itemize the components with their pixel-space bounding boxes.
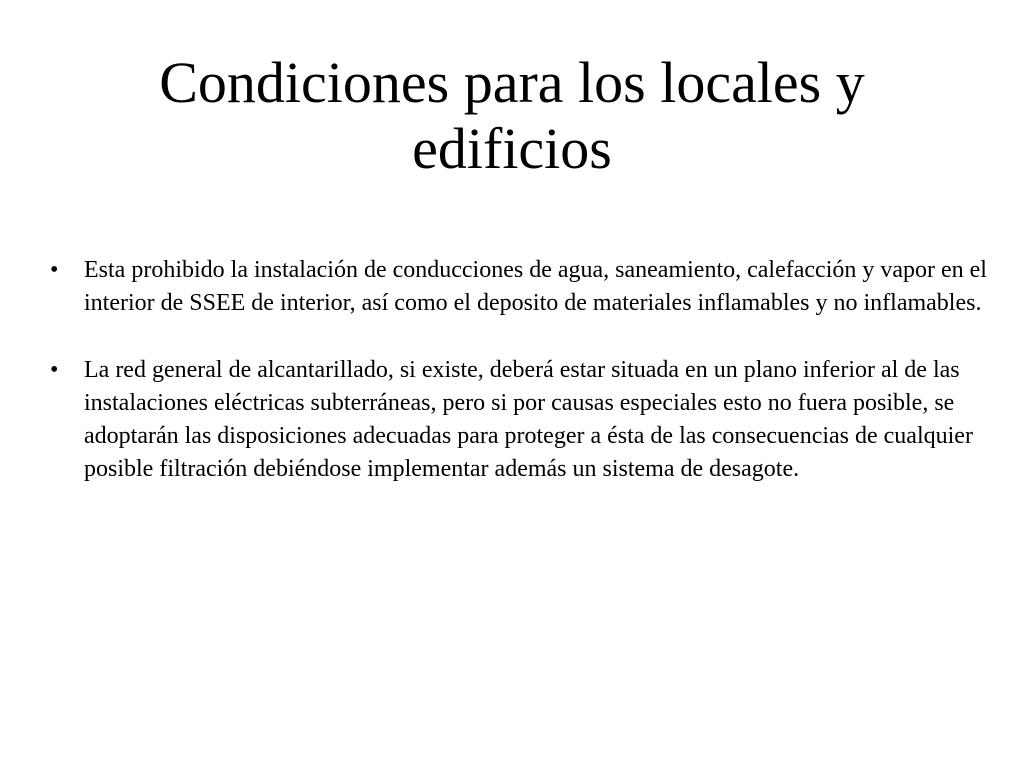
bullet-icon: • [50, 357, 59, 383]
bullet-item-2 [50, 354, 990, 486]
bullet-text: Esta prohibido la instalación de conducciones de agua, saneamiento, calefacción y vapor en el interior de SSEE de interior, así como el deposito de materiales inflamables y no inflamables. [84, 257, 987, 316]
bullet-list [50, 254, 990, 520]
bullet-icon: • [50, 257, 59, 283]
slide-title: Condiciones para los locales y edificios [159, 50, 865, 181]
bullet-item-1 [50, 254, 990, 320]
bullet-text: La red general de alcantarillado, si existe, deberá estar situada en un plano inferior al de las instalaciones eléctricas subterráneas, pero si por causas especiales esto no fuera posible, se adoptarán las disposiciones adecuadas para proteger a ésta de las consecuencias de cualquier posible filtración debiéndose implementar además un sistema de desagote. [84, 357, 973, 482]
